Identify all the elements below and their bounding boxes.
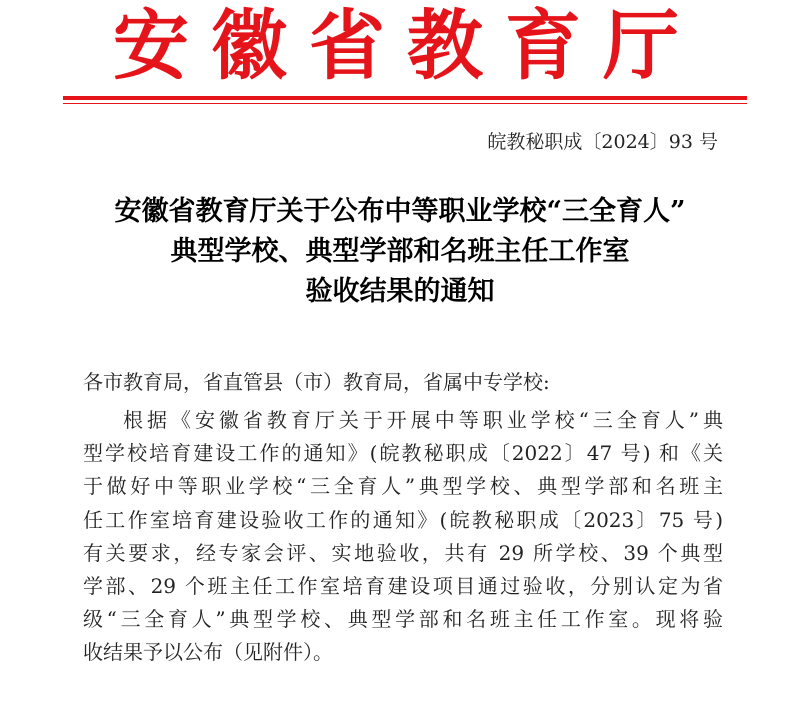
body-line: 于做好中等职业学校“三全育人”典型学校、典型学部和名班主 [83,474,723,499]
body-line: 有关要求，经专家会评、实地验收，共有 29 所学校、39 个典型 [83,540,723,565]
agency-masthead: 安徽省教育厅 [113,1,701,90]
body-line: 收结果予以公布（见附件）。 [83,640,333,665]
header-red-rule-thin [63,103,747,104]
document-number: 皖教秘职成〔2024〕93 号 [487,131,718,153]
body-line: 学部、29 个班主任工作室培育建设项目通过验收，分别认定为省 [83,573,723,598]
body-paragraph [83,405,723,671]
title-line-3: 验收结果的通知 [305,276,495,307]
body-line: 任工作室培育建设验收工作的通知》(皖教秘职成〔2023〕75 号) [83,507,723,532]
salutation: 各市教育局，省直管县（市）教育局，省属中专学校: [83,370,550,394]
body-line: 级“三全育人”典型学校、典型学部和名班主任工作室。现将验 [83,607,723,632]
title-line-1: 安徽省教育厅关于公布中等职业学校“三全育人” [114,196,686,227]
title-line-2: 典型学校、典型学部和名班主任工作室 [170,236,630,267]
body-line: 型学校培育建设工作的通知》(皖教秘职成〔2022〕47 号) 和《关 [83,441,723,466]
header-red-rule-thick [63,96,747,100]
notice-title [0,192,800,312]
body-line: 根据《安徽省教育厅关于开展中等职业学校“三全育人”典 [123,408,723,432]
